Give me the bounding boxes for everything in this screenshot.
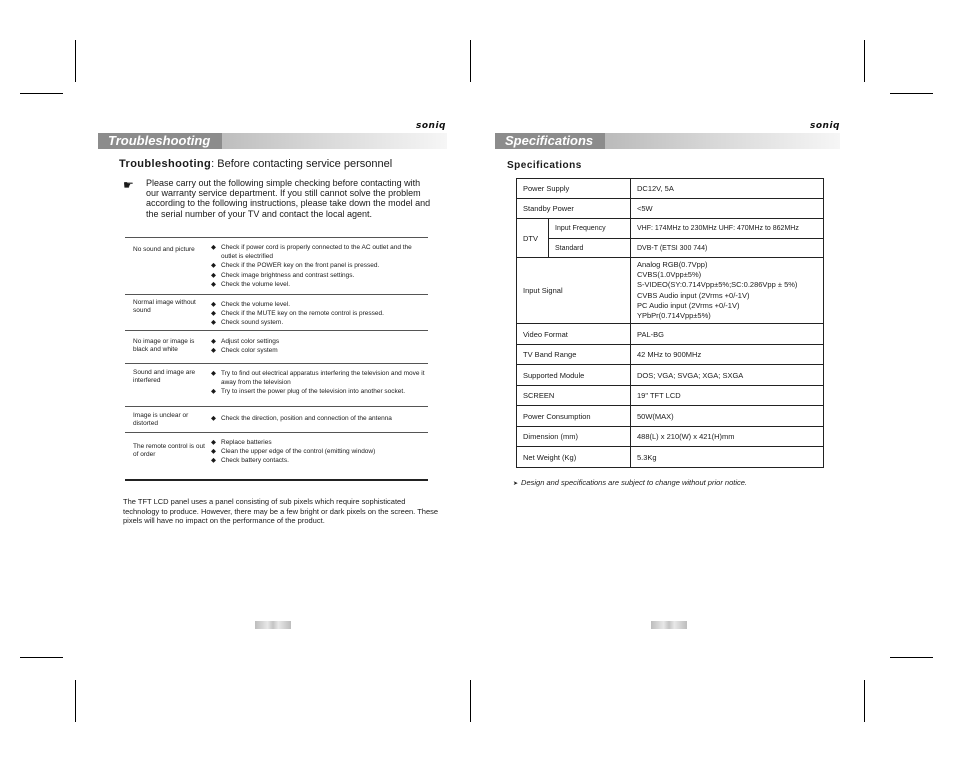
solution-item: ◆ Check color system [211,347,278,355]
row-divider [125,406,428,407]
solution-item: ◆ Try to find out electrical apparatus interfering the television and move it away from the television [211,370,425,387]
row-divider [125,294,428,295]
troubleshooting-table [125,237,428,483]
spec-value-list [631,258,824,324]
spec-label: Input Signal [517,258,631,324]
solution-item: ◆ Check if power cord is properly connected to the AC outlet and the outlet is electrified [211,244,412,261]
spec-value: 50W(MAX) [631,406,824,427]
spec-value: DC12V, 5A [631,179,824,199]
diamond-bullet-icon: ◆ [211,271,216,279]
spec-label: Video Format [517,324,631,345]
spec-row [517,324,824,345]
arrow-icon: ➤ [513,481,519,487]
spec-sublabel: Standard [549,239,631,258]
section-title: Specifications [495,133,605,149]
heading-bold: Troubleshooting [119,158,212,170]
table-row [125,432,428,480]
spec-row [517,345,824,365]
solution-item: ◆ Clean the upper edge of the control (emitting window) [211,448,376,456]
spec-value: DOS; VGA; SVGA; XGA; SXGA [631,365,824,386]
intro-text: Please carry out the following simple checking before contacting with our warranty service department. If you still cannot solve the problem according to the following instructions, please take down the model and the serial number of your TV and contact the local agent. [146,178,431,219]
spec-value: 488(L) x 210(W) x 421(H)mm [631,427,824,447]
signal-item: Analog RGB(0.7Vpp) [637,259,708,269]
diamond-bullet-icon: ◆ [211,338,216,345]
diamond-bullet-icon: ◆ [211,439,216,446]
diamond-bullet-icon: ◆ [211,262,216,270]
signal-item: S-VIDEO(SY:0.714Vpp±5%;SC:0.286Vpp ± 5%) [637,280,798,290]
solutions [211,438,429,466]
heading-rest: : Before contacting service personnel [211,158,393,170]
diamond-bullet-icon: ◆ [211,415,216,422]
diamond-bullet-icon: ◆ [211,388,216,396]
spec-value: DVB-T (ETSI 300 744) [631,239,824,258]
spec-label: DTV [517,219,549,258]
spec-label: Dimension (mm) [517,427,631,447]
solution-item: ◆ Check the volume level. [211,280,291,288]
table-row [125,406,428,432]
diamond-bullet-icon: ◆ [211,370,216,377]
symptom: Image is unclear or distorted [133,412,189,427]
solutions [211,414,429,423]
solutions [211,243,429,289]
solution-item: ◆ Replace batteries [211,439,272,446]
table-row [125,363,428,406]
spec-value: <5W [631,199,824,219]
table-row [125,330,428,363]
spec-row [517,258,824,324]
signal-item: PC Audio input (2Vrms +0/-1V) [637,300,740,310]
spec-value: 42 MHz to 900MHz [631,345,824,365]
table-row [125,237,428,294]
spec-row [517,406,824,427]
spec-value: VHF: 174MHz to 230MHz UHF: 470MHz to 862MHz [631,219,824,239]
symptom: No sound and picture [133,246,195,253]
spec-row [517,447,824,468]
section-title: Troubleshooting [98,133,222,149]
specifications-page [477,0,954,764]
symptom: Normal image without sound [133,299,196,314]
spec-row [517,365,824,386]
page-number-bar [651,621,687,629]
symptom: The remote control is out of order [133,443,205,458]
pointing-hand-icon: ☛ [123,178,134,192]
symptom: No image or image is black and white [133,338,195,353]
solution-item: ◆ Check if the POWER key on the front panel is pressed. [211,262,380,270]
page-heading [119,158,392,170]
spec-row [517,179,824,199]
diamond-bullet-icon: ◆ [211,448,216,456]
spec-sublabel: Input Frequency [549,219,631,239]
spec-value: 19" TFT LCD [631,386,824,406]
spec-label: Power Supply [517,179,631,199]
signal-item: YPbPr(0.714Vpp±5%) [637,310,711,320]
solution-item: ◆ Adjust color settings [211,338,280,345]
page-heading: Specifications [507,160,582,171]
diamond-bullet-icon: ◆ [211,244,216,251]
solution-item: ◆ Check the volume level. [211,301,291,308]
diamond-bullet-icon: ◆ [211,347,216,355]
lcd-pixel-note: The TFT LCD panel uses a panel consisting of sub pixels which require sophisticated technology to produce. However, there may be a few bright or dark pixels on the screen. These pixels will have no impact on the performance of the product. [123,497,439,525]
spec-row [517,239,824,258]
spec-label: Power Consumption [517,406,631,427]
table-row [125,294,428,330]
solution-item: ◆ Check if the MUTE key on the remote control is pressed. [211,310,384,318]
row-divider [125,432,428,433]
solution-item: ◆ Check battery contacts. [211,457,289,465]
symptom: Sound and image are interfered [133,369,196,384]
row-divider [125,363,428,364]
diamond-bullet-icon: ◆ [211,310,216,318]
spec-disclaimer [513,478,747,487]
specifications-table [516,178,824,468]
diamond-bullet-icon: ◆ [211,301,216,308]
spec-value: 5.3Kg [631,447,824,468]
solutions [211,300,429,328]
solutions [211,369,429,397]
brand-logo: soniq [416,121,446,131]
signal-item: CVBS Audio input (2Vrms +0/-1V) [637,290,750,300]
section-title-bar [495,133,840,149]
brand-logo: soniq [810,121,840,131]
solution-item: ◆ Check image brightness and contrast settings. [211,271,355,279]
spec-row [517,199,824,219]
signal-item: CVBS(1.0Vpp±5%) [637,270,702,280]
row-divider [125,330,428,331]
spec-value: PAL-BG [631,324,824,345]
row-divider [125,237,428,238]
spec-label: Net Weight (Kg) [517,447,631,468]
page-number-bar [255,621,291,629]
diamond-bullet-icon: ◆ [211,319,216,327]
section-title-bar [98,133,447,149]
diamond-bullet-icon: ◆ [211,457,216,465]
disclaimer-text: Design and specifications are subject to change without prior notice. [521,478,747,487]
solution-item: ◆ Check the direction, position and connection of the antenna [211,415,392,422]
spec-label: Standby Power [517,199,631,219]
spec-label: TV Band Range [517,345,631,365]
solutions [211,337,429,355]
spec-row [517,386,824,406]
spec-label: SCREEN [517,386,631,406]
solution-item: ◆ Check sound system. [211,319,284,327]
table-bottom-rule [125,479,428,481]
diamond-bullet-icon: ◆ [211,280,216,288]
spec-row [517,219,824,239]
solution-item: ◆ Try to insert the power plug of the television into another socket. [211,388,406,396]
spec-label: Supported Module [517,365,631,386]
spec-row [517,427,824,447]
